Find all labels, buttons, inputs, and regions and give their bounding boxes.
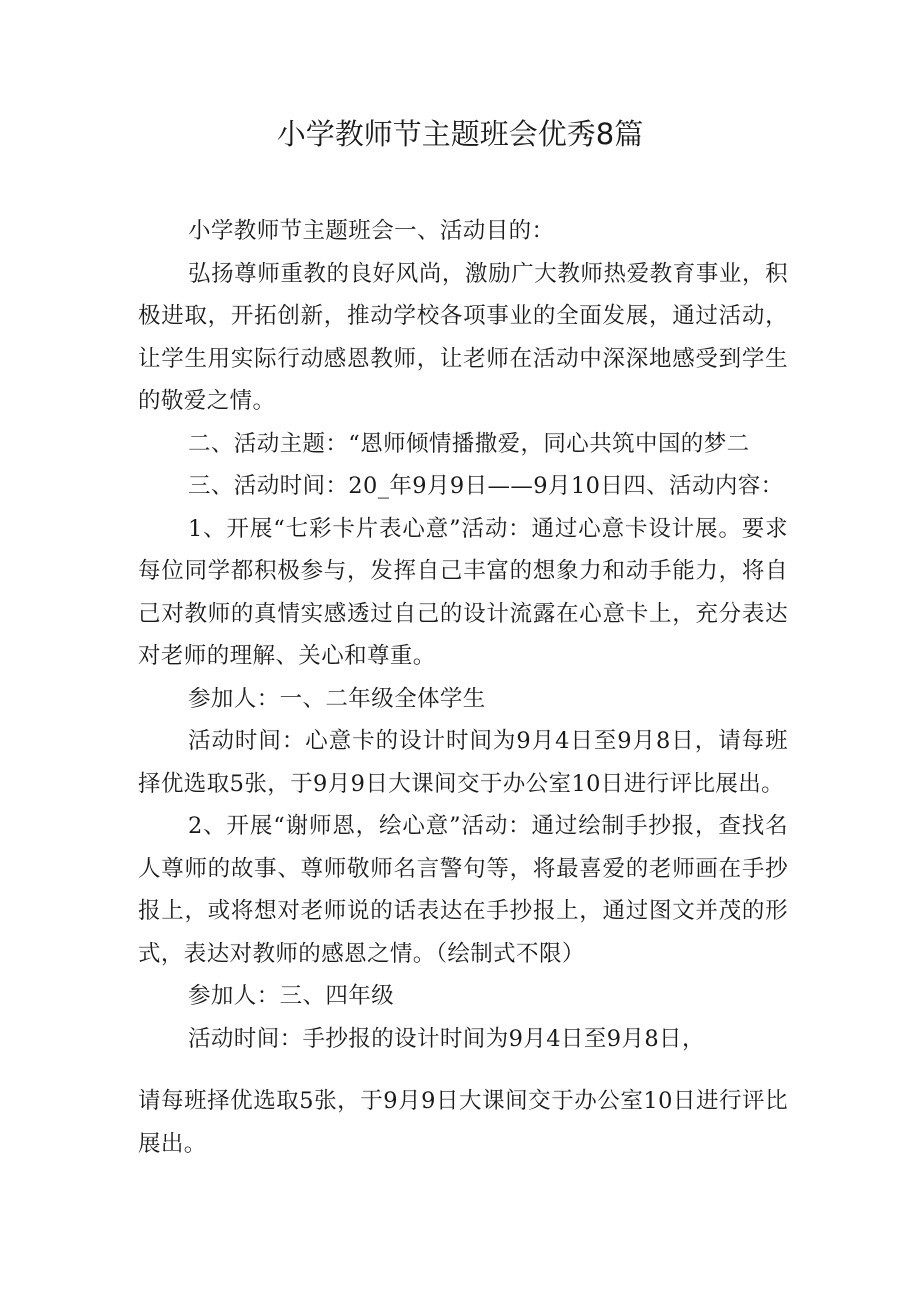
page-title: 小学教师节主题班会优秀8篇 bbox=[276, 117, 644, 151]
paragraph-participants-one: 参加人：一、二年级全体学生 bbox=[188, 685, 486, 712]
paragraph-time-one: 活动时间：心意卡的设计时间为9月4日至9月8日，请每班择优选取5张，于9月9日大课间交于办公室10日进行评比展出。 bbox=[138, 728, 788, 797]
paragraph-activity-theme: 二、活动主题：“恩师倾情播撒爱，同心共筑中国的梦二 bbox=[188, 430, 750, 457]
paragraph-activity-one: 1、开展“七彩卡片表心意”活动：通过心意卡设计展。要求每位同学都积极参与，发挥自己丰富的想象力和动手能力，将自己对教师的真情实感透过自己的设计流露在心意卡上，充分表达对老师的理解、关心和尊重。 bbox=[138, 515, 788, 669]
paragraph-participants-two: 参加人：三、四年级 bbox=[188, 983, 395, 1009]
paragraph-activity-two: 2、开展“谢师恩，绘心意”活动：通过绘制手抄报，查找名人尊师的故事、尊师敬师名言警句等，将最喜爱的老师画在手抄报上，或将想对老师说的话表达在手抄报上，通过图文并茂的形式，表达对教师的感恩之情。（绘制式不限） bbox=[138, 813, 788, 967]
paragraph-activity-purpose-heading: 小学教师节主题班会一、活动目的： bbox=[188, 218, 555, 244]
paragraph-activity-time: 三、活动时间：20_年9月9日——9月10日四、活动内容： bbox=[188, 473, 784, 499]
paragraph-time-two-continued: 请每班择优选取5张，于9月9日大课间交于办公室10日进行评比展出。 bbox=[138, 1088, 788, 1157]
paragraph-time-two: 活动时间：手抄报的设计时间为9月4日至9月8日， bbox=[188, 1025, 705, 1052]
document-body bbox=[138, 210, 788, 1165]
paragraph-activity-purpose: 弘扬尊师重教的良好风尚，激励广大教师热爱教育事业，积极进取，开拓创新，推动学校各项事业的全面发展，通过活动，让学生用实际行动感恩教师，让老师在活动中深深地感受到学生的敬爱之情。 bbox=[138, 260, 788, 414]
